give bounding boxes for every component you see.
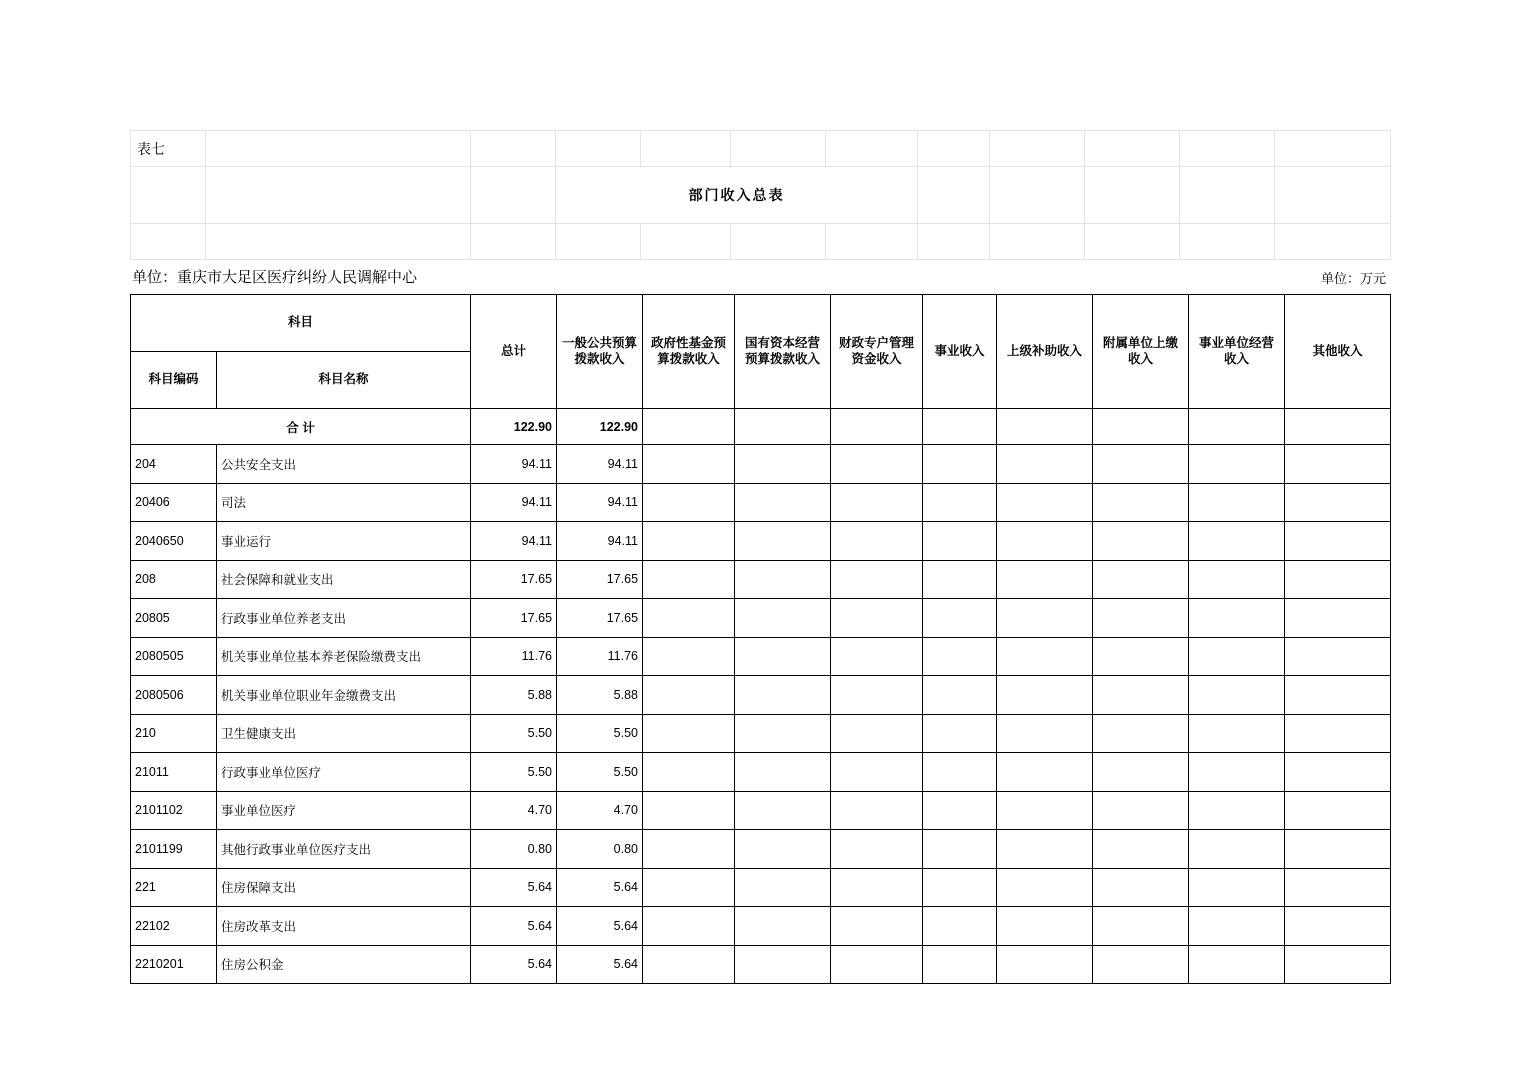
cell-value-2: [643, 791, 735, 830]
cell-value-5: [923, 868, 997, 907]
total-value-5: [923, 409, 997, 445]
spacer-row: [131, 224, 1391, 260]
cell-value-2: [643, 637, 735, 676]
cell-value-2: [643, 522, 735, 561]
cell-value-4: [831, 676, 923, 715]
table-row: [131, 753, 1391, 792]
cell-value-6: [997, 830, 1093, 869]
cell-value-5: [923, 637, 997, 676]
cell-value-2: [643, 907, 735, 946]
cell-value-3: [735, 676, 831, 715]
cell-value-3: [735, 791, 831, 830]
cell-value-7: [1093, 676, 1189, 715]
cell-value-7: [1093, 560, 1189, 599]
cell-subject-code: 2101102: [131, 791, 217, 830]
cell-value-7: [1093, 753, 1189, 792]
cell-subject-name: 社会保障和就业支出: [217, 560, 471, 599]
grid-cell: [990, 224, 1085, 260]
cell-value-5: [923, 445, 997, 484]
cell-subject-name: 事业单位医疗: [217, 791, 471, 830]
cell-value-5: [923, 599, 997, 638]
meta-row: [130, 260, 1390, 294]
cell-value-9: [1285, 753, 1391, 792]
cell-value-3: [735, 945, 831, 984]
cell-value-0: 94.11: [471, 522, 557, 561]
cell-value-1: 5.50: [557, 753, 643, 792]
cell-value-6: [997, 637, 1093, 676]
cell-subject-name: 事业运行: [217, 522, 471, 561]
cell-value-6: [997, 714, 1093, 753]
grid-cell: [918, 131, 990, 167]
cell-value-0: 94.11: [471, 445, 557, 484]
cell-value-9: [1285, 637, 1391, 676]
cell-value-6: [997, 945, 1093, 984]
cell-value-5: [923, 753, 997, 792]
grid-cell: [556, 224, 641, 260]
cell-value-6: [997, 676, 1093, 715]
cell-value-0: 5.88: [471, 676, 557, 715]
grid-cell: [731, 224, 826, 260]
cell-value-9: [1285, 560, 1391, 599]
table-header-row-1: [131, 295, 1391, 352]
cell-value-8: [1189, 560, 1285, 599]
cell-subject-name: 行政事业单位医疗: [217, 753, 471, 792]
cell-subject-code: 210: [131, 714, 217, 753]
header-col-1: 一般公共预算拨款收入: [557, 295, 643, 409]
total-value-7: [1093, 409, 1189, 445]
table-row: [131, 714, 1391, 753]
cell-value-4: [831, 522, 923, 561]
cell-value-9: [1285, 483, 1391, 522]
cell-value-2: [643, 830, 735, 869]
grid-cell: [471, 131, 556, 167]
table-row: [131, 637, 1391, 676]
grid-cell: [826, 224, 918, 260]
cell-value-3: [735, 522, 831, 561]
total-value-3: [735, 409, 831, 445]
cell-value-3: [735, 445, 831, 484]
grid-cell: [918, 167, 990, 224]
cell-value-9: [1285, 676, 1391, 715]
cell-subject-name: 机关事业单位职业年金缴费支出: [217, 676, 471, 715]
cell-value-6: [997, 560, 1093, 599]
cell-value-7: [1093, 445, 1189, 484]
cell-value-7: [1093, 945, 1189, 984]
cell-value-8: [1189, 868, 1285, 907]
cell-value-8: [1189, 676, 1285, 715]
unit-name: 单位：重庆市大足区医疗纠纷人民调解中心: [132, 269, 418, 286]
cell-value-5: [923, 830, 997, 869]
cell-value-7: [1093, 522, 1189, 561]
grid-cell: [206, 167, 471, 224]
cell-value-3: [735, 907, 831, 946]
cell-value-2: [643, 676, 735, 715]
cell-value-1: 5.88: [557, 676, 643, 715]
cell-value-3: [735, 560, 831, 599]
header-col-0: 总计: [471, 295, 557, 409]
grid-cell: [918, 224, 990, 260]
cell-value-2: [643, 445, 735, 484]
grid-cell: [990, 131, 1085, 167]
cell-value-4: [831, 945, 923, 984]
grid-cell: [206, 224, 471, 260]
table-row-total: [131, 409, 1391, 445]
cell-value-0: 5.64: [471, 945, 557, 984]
cell-subject-name: 司法: [217, 483, 471, 522]
cell-value-0: 4.70: [471, 791, 557, 830]
cell-value-6: [997, 791, 1093, 830]
grid-cell: [471, 167, 556, 224]
cell-value-0: 11.76: [471, 637, 557, 676]
cell-value-1: 4.70: [557, 791, 643, 830]
cell-value-1: 94.11: [557, 483, 643, 522]
cell-value-1: 94.11: [557, 522, 643, 561]
header-col-5: 事业收入: [923, 295, 997, 409]
total-value-2: [643, 409, 735, 445]
cell-value-5: [923, 791, 997, 830]
cell-value-2: [643, 560, 735, 599]
cell-value-8: [1189, 791, 1285, 830]
cell-value-4: [831, 868, 923, 907]
cell-value-3: [735, 637, 831, 676]
cell-value-2: [643, 945, 735, 984]
cell-value-7: [1093, 483, 1189, 522]
cell-subject-code: 2080506: [131, 676, 217, 715]
cell-value-7: [1093, 791, 1189, 830]
cell-value-2: [643, 483, 735, 522]
cell-value-7: [1093, 868, 1189, 907]
header-subject-name: 科目名称: [217, 352, 471, 409]
cell-value-8: [1189, 637, 1285, 676]
cell-value-8: [1189, 714, 1285, 753]
cell-value-8: [1189, 599, 1285, 638]
total-label: 合 计: [131, 409, 471, 445]
table-row: [131, 599, 1391, 638]
grid-cell: [1085, 224, 1180, 260]
grid-cell: [131, 167, 206, 224]
header-col-7: 附属单位上缴收入: [1093, 295, 1189, 409]
cell-subject-code: 20805: [131, 599, 217, 638]
table-row: [131, 907, 1391, 946]
cell-value-1: 17.65: [557, 560, 643, 599]
cell-value-7: [1093, 599, 1189, 638]
cell-value-9: [1285, 714, 1391, 753]
table-body: [131, 409, 1391, 984]
cell-value-1: 17.65: [557, 599, 643, 638]
cell-value-6: [997, 483, 1093, 522]
cell-value-4: [831, 714, 923, 753]
cell-subject-name: 公共安全支出: [217, 445, 471, 484]
total-value-0: 122.90: [471, 409, 557, 445]
cell-subject-name: 住房改革支出: [217, 907, 471, 946]
cell-value-6: [997, 753, 1093, 792]
total-value-9: [1285, 409, 1391, 445]
cell-value-3: [735, 753, 831, 792]
cell-value-8: [1189, 522, 1285, 561]
cell-value-9: [1285, 945, 1391, 984]
cell-value-6: [997, 907, 1093, 946]
cell-value-9: [1285, 830, 1391, 869]
cell-value-1: 5.64: [557, 907, 643, 946]
cell-value-6: [997, 868, 1093, 907]
cell-value-4: [831, 907, 923, 946]
cell-value-8: [1189, 753, 1285, 792]
cell-value-4: [831, 445, 923, 484]
cell-value-1: 0.80: [557, 830, 643, 869]
cell-value-0: 17.65: [471, 599, 557, 638]
cell-value-3: [735, 868, 831, 907]
table-row: [131, 676, 1391, 715]
table-number-row: [131, 131, 1391, 167]
grid-cell: [1085, 131, 1180, 167]
cell-subject-name: 行政事业单位养老支出: [217, 599, 471, 638]
cell-value-9: [1285, 599, 1391, 638]
budget-income-table: [130, 294, 1391, 984]
cell-value-0: 94.11: [471, 483, 557, 522]
cell-value-1: 5.64: [557, 945, 643, 984]
grid-cell: [1275, 131, 1391, 167]
cell-value-9: [1285, 868, 1391, 907]
table-row: [131, 830, 1391, 869]
cell-subject-name: 住房保障支出: [217, 868, 471, 907]
table-row: [131, 791, 1391, 830]
table-row: [131, 522, 1391, 561]
cell-value-0: 5.64: [471, 907, 557, 946]
grid-cell: [1275, 167, 1391, 224]
cell-value-8: [1189, 483, 1285, 522]
table-row: [131, 945, 1391, 984]
cell-value-2: [643, 714, 735, 753]
cell-value-5: [923, 676, 997, 715]
cell-value-5: [923, 522, 997, 561]
cell-value-3: [735, 714, 831, 753]
grid-cell: [206, 131, 471, 167]
header-subject-group: 科目: [131, 295, 471, 352]
cell-value-9: [1285, 522, 1391, 561]
header-col-3: 国有资本经营预算拨款收入: [735, 295, 831, 409]
cell-subject-code: 2040650: [131, 522, 217, 561]
cell-value-0: 5.50: [471, 753, 557, 792]
cell-value-7: [1093, 714, 1189, 753]
cell-subject-code: 204: [131, 445, 217, 484]
cell-value-7: [1093, 830, 1189, 869]
page-title: 部门收入总表: [556, 167, 918, 224]
header-col-8: 事业单位经营收入: [1189, 295, 1285, 409]
header-col-4: 财政专户管理资金收入: [831, 295, 923, 409]
cell-value-6: [997, 445, 1093, 484]
cell-subject-code: 2210201: [131, 945, 217, 984]
grid-cell: [1275, 224, 1391, 260]
cell-value-4: [831, 599, 923, 638]
cell-value-7: [1093, 637, 1189, 676]
grid-cell: [1180, 224, 1275, 260]
amount-unit: 单位：万元: [1320, 271, 1386, 286]
grid-cell: [731, 131, 826, 167]
cell-subject-name: 其他行政事业单位医疗支出: [217, 830, 471, 869]
cell-value-2: [643, 753, 735, 792]
grid-cell: [556, 131, 641, 167]
cell-value-6: [997, 522, 1093, 561]
cell-value-9: [1285, 791, 1391, 830]
grid-cell: [471, 224, 556, 260]
cell-value-2: [643, 599, 735, 638]
cell-value-4: [831, 637, 923, 676]
cell-subject-name: 住房公积金: [217, 945, 471, 984]
cell-value-5: [923, 714, 997, 753]
cell-subject-code: 21011: [131, 753, 217, 792]
cell-value-8: [1189, 445, 1285, 484]
cell-value-4: [831, 753, 923, 792]
grid-cell: [131, 224, 206, 260]
cell-value-4: [831, 560, 923, 599]
cell-value-1: 5.64: [557, 868, 643, 907]
grid-cell: [826, 131, 918, 167]
grid-cell: [1180, 167, 1275, 224]
cell-value-1: 11.76: [557, 637, 643, 676]
table-row: [131, 868, 1391, 907]
grid-cell: [1085, 167, 1180, 224]
cell-subject-code: 22102: [131, 907, 217, 946]
cell-value-0: 17.65: [471, 560, 557, 599]
total-value-8: [1189, 409, 1285, 445]
cell-value-5: [923, 907, 997, 946]
cell-value-1: 5.50: [557, 714, 643, 753]
grid-cell: [990, 167, 1085, 224]
cell-value-0: 5.50: [471, 714, 557, 753]
cell-value-0: 5.64: [471, 868, 557, 907]
cell-value-2: [643, 868, 735, 907]
table-row: [131, 483, 1391, 522]
document-page: [130, 130, 1390, 984]
cell-subject-code: 2080505: [131, 637, 217, 676]
cell-value-3: [735, 599, 831, 638]
cell-subject-name: 机关事业单位基本养老保险缴费支出: [217, 637, 471, 676]
grid-cell: [641, 224, 731, 260]
table-row: [131, 560, 1391, 599]
total-value-6: [997, 409, 1093, 445]
cell-subject-code: 20406: [131, 483, 217, 522]
cell-subject-code: 221: [131, 868, 217, 907]
cell-value-4: [831, 791, 923, 830]
cell-value-5: [923, 560, 997, 599]
cell-subject-code: 2101199: [131, 830, 217, 869]
cell-value-5: [923, 483, 997, 522]
cell-value-4: [831, 483, 923, 522]
cell-value-9: [1285, 907, 1391, 946]
grid-cell: [1180, 131, 1275, 167]
cell-value-8: [1189, 945, 1285, 984]
cell-value-3: [735, 830, 831, 869]
total-value-4: [831, 409, 923, 445]
cell-subject-code: 208: [131, 560, 217, 599]
title-row: [131, 167, 1391, 224]
cell-value-7: [1093, 907, 1189, 946]
table-number: 表七: [131, 131, 206, 167]
header-subject-code: 科目编码: [131, 352, 217, 409]
cell-value-4: [831, 830, 923, 869]
cell-value-0: 0.80: [471, 830, 557, 869]
table-row: [131, 445, 1391, 484]
cell-value-1: 94.11: [557, 445, 643, 484]
cell-value-3: [735, 483, 831, 522]
cell-value-9: [1285, 445, 1391, 484]
cell-value-5: [923, 945, 997, 984]
header-col-9: 其他收入: [1285, 295, 1391, 409]
grid-cell: [641, 131, 731, 167]
total-value-1: 122.90: [557, 409, 643, 445]
header-col-6: 上级补助收入: [997, 295, 1093, 409]
cell-value-8: [1189, 907, 1285, 946]
cell-value-8: [1189, 830, 1285, 869]
header-col-2: 政府性基金预算拨款收入: [643, 295, 735, 409]
header-grid-band: [130, 130, 1391, 260]
cell-value-6: [997, 599, 1093, 638]
cell-subject-name: 卫生健康支出: [217, 714, 471, 753]
